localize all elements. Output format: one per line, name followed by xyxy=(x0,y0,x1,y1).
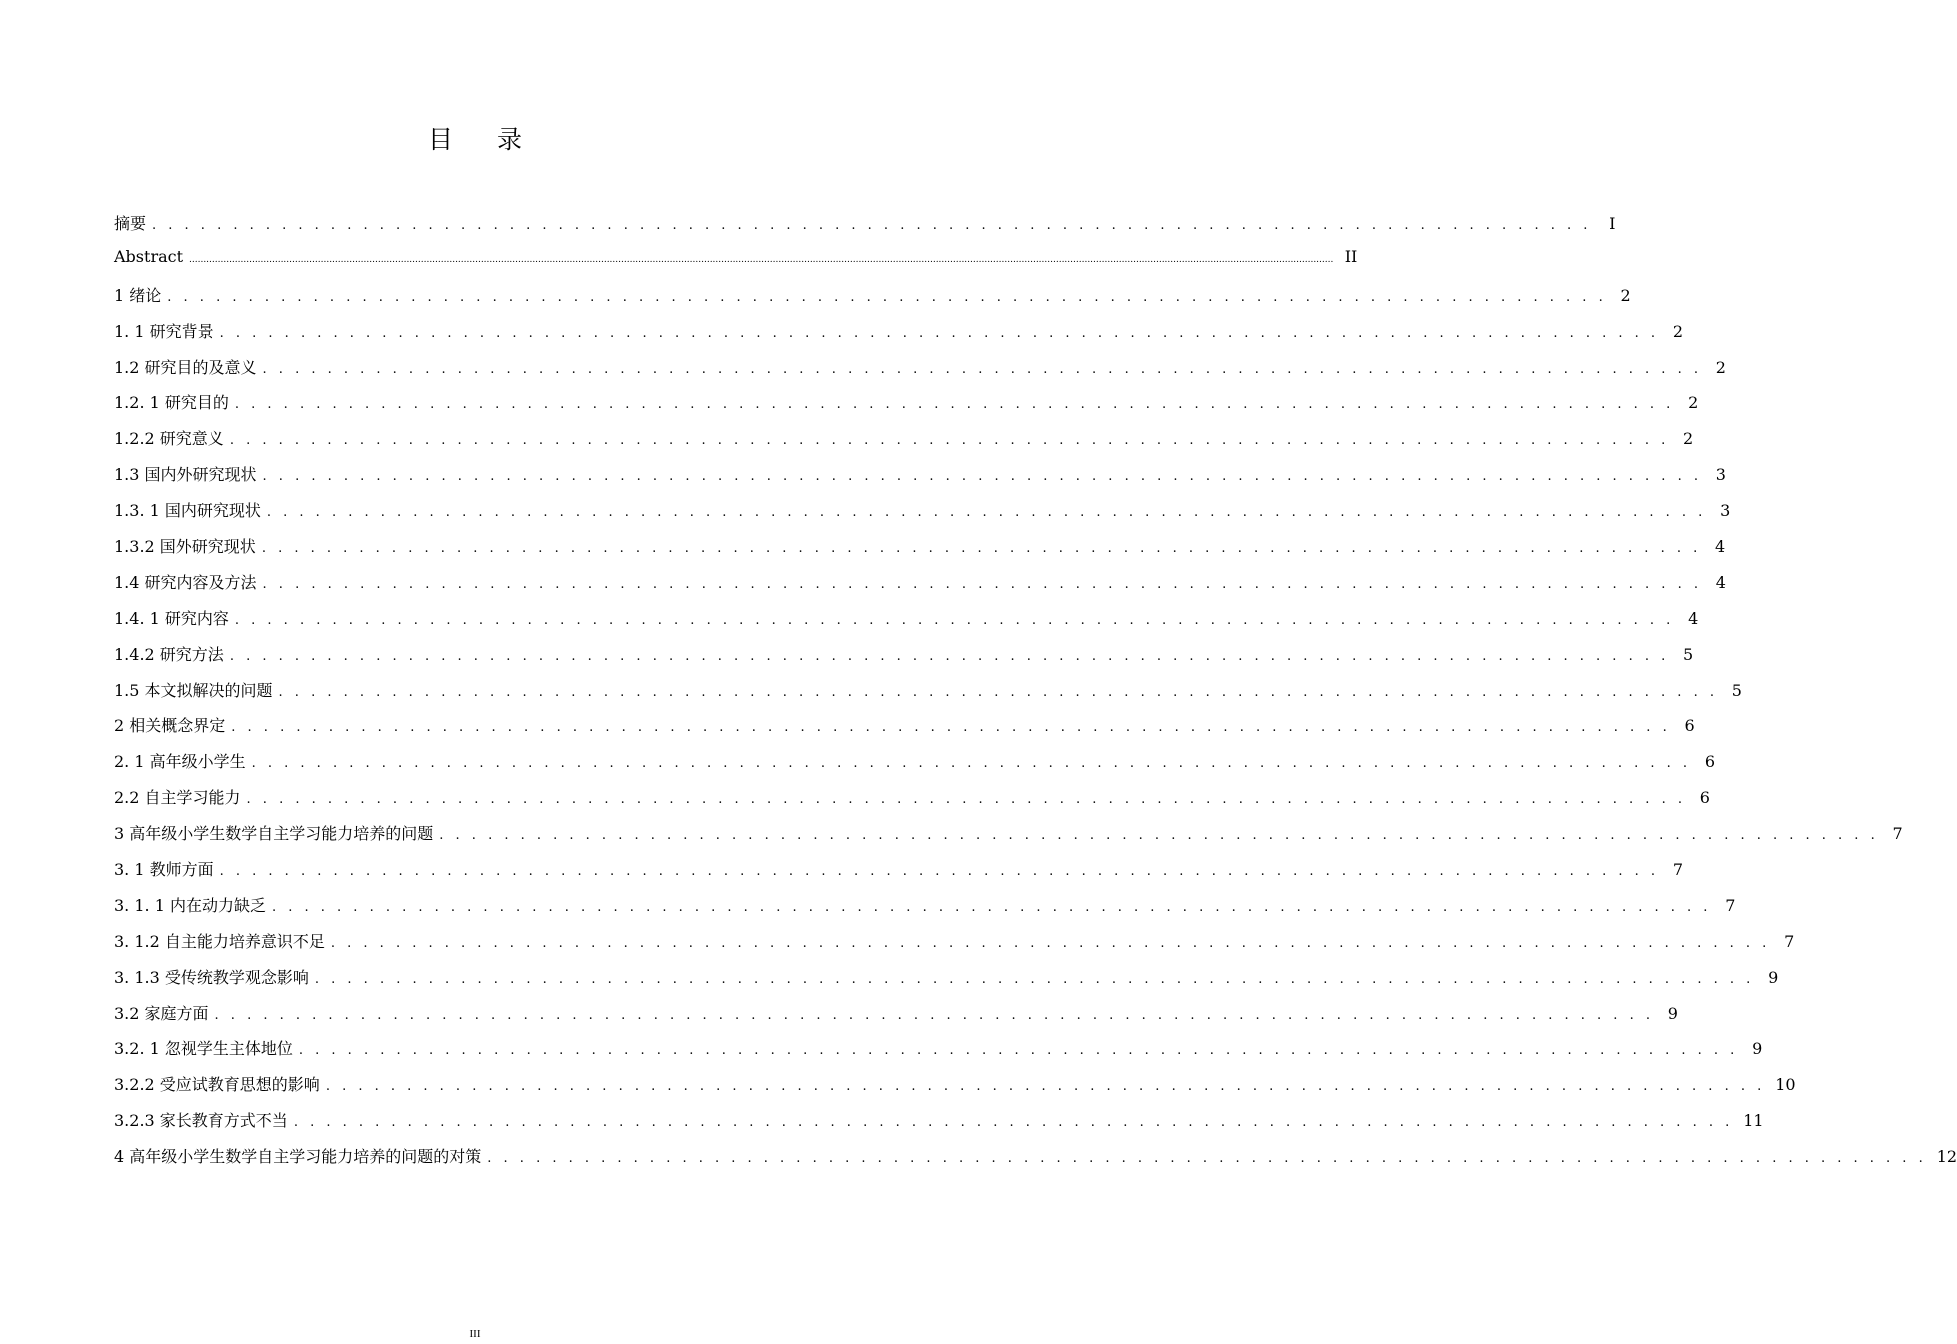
toc-dot-leader: . . . . . . . . . . . . . . . . . . . . . . . . . . . . . . . . . . . . . . . . . . . . . . . . . . . . . . . . . . . . . . . . . . . . . . . . . . . . . . . . . . . . . . . . . xyxy=(219,864,1660,880)
toc-entry-label: 3.2 家庭方面 xyxy=(114,1003,209,1023)
toc-entry[interactable] xyxy=(114,211,1616,247)
toc-entry[interactable] xyxy=(114,713,1695,749)
toc-dot-leader: ................................................................................................................................................................................................................................................................................................................................................................................................................ xyxy=(189,254,1334,265)
toc-entry-label: 1 绪论 xyxy=(114,285,162,305)
toc-entry-page-number: 7 xyxy=(1892,824,1903,844)
toc-entry-page-number: 6 xyxy=(1704,752,1716,772)
toc-dot-leader: . . . . . . . . . . . . . . . . . . . . . . . . . . . . . . . . . . . . . . . . . . . . . . . . . . . . . . . . . . . . . . . . . . . . . . . . . . . . . . . . . . . . . . . . . xyxy=(330,935,1771,951)
toc-entry-label: 3 高年级小学生数学自主学习能力培养的问题 xyxy=(114,824,434,844)
toc-entry-page-number: 7 xyxy=(1672,860,1684,880)
toc-dot-leader: . . . . . . . . . . . . . . . . . . . . . . . . . . . . . . . . . . . . . . . . . . . . . . . . . . . . . . . . . . . . . . . . . . . . . . . . . . . . . . . . . . . . . . . . . xyxy=(219,325,1660,341)
toc-dot-leader: . . . . . . . . . . . . . . . . . . . . . . . . . . . . . . . . . . . . . . . . . . . . . . . . . . . . . . . . . . . . . . . . . . . . . . . . . . . . . . . . . . . . . . . . . xyxy=(234,397,1675,413)
toc-entry-label: 1.2 研究目的及意义 xyxy=(114,357,257,377)
toc-entry-label: 1.4.2 研究方法 xyxy=(114,644,224,664)
toc-entry[interactable] xyxy=(114,857,1684,893)
toc-entry-page-number: 9 xyxy=(1752,1039,1763,1059)
toc-entry-page-number: I xyxy=(1609,214,1616,233)
toc-entry[interactable] xyxy=(114,283,1631,319)
toc-dot-leader: . . . . . . . . . . . . . . . . . . . . . . . . . . . . . . . . . . . . . . . . . . . . . . . . . . . . . . . . . . . . . . . . . . . . . . . . . . . . . . . . . . . . . . . . . xyxy=(325,1079,1766,1095)
toc-entry-label: 2. 1 高年级小学生 xyxy=(114,752,246,772)
toc-dot-leader: . . . . . . . . . . . . . . . . . . . . . . . . . . . . . . . . . . . . . . . . . . . . . . . . . . . . . . . . . . . . . . . . . . . . . . . . . . . . . . . . . . . . . . . . . xyxy=(262,576,1702,592)
toc-entry-label: 1.5 本文拟解决的问题 xyxy=(114,680,273,700)
toc-entry-page-number: 4 xyxy=(1715,572,1726,592)
toc-entry[interactable] xyxy=(114,678,1742,714)
toc-entry-page-number: 3 xyxy=(1720,501,1731,521)
toc-dot-leader: . . . . . . . . . . . . . . . . . . . . . . . . . . . . . . . . . . . . . . . . . . . . . . . . . . . . . . . . . . . . . . . . . . . . . . . . . . . . . . . . . . . . . . . . . xyxy=(262,361,1702,377)
toc-entry[interactable] xyxy=(114,462,1726,498)
toc-entry[interactable] xyxy=(114,929,1795,965)
toc-entry-label: 1.3.2 国外研究现状 xyxy=(114,537,256,557)
toc-entry[interactable] xyxy=(114,1001,1678,1037)
toc-entry-label: 1.3. 1 国内研究现状 xyxy=(114,501,261,521)
toc-entry-label: 3. 1.2 自主能力培养意识不足 xyxy=(114,931,325,951)
toc-entry-page-number: 2 xyxy=(1672,321,1684,341)
toc-entry-page-number: 6 xyxy=(1699,788,1710,808)
toc-entry[interactable] xyxy=(114,821,1903,857)
toc-entry-page-number: 11 xyxy=(1743,1111,1764,1131)
toc-entry-label: 1.4 研究内容及方法 xyxy=(114,572,257,592)
toc-entry[interactable] xyxy=(114,426,1694,462)
toc-entry-label: 1.4. 1 研究内容 xyxy=(114,608,229,628)
toc-title: 目 录 xyxy=(428,125,540,154)
toc-dot-leader: . . . . . . . . . . . . . . . . . . . . . . . . . . . . . . . . . . . . . . . . . . . . . . . . . . . . . . . . . . . . . . . . . . . . . . . . . . . . . . . . . . . . . . . . . xyxy=(231,720,1671,736)
toc-entry-page-number: 9 xyxy=(1768,967,1779,987)
toc-entry[interactable] xyxy=(114,749,1716,785)
toc-dot-leader: . . . . . . . . . . . . . . . . . . . . . . . . . . . . . . . . . . . . . . . . . . . . . . . . . . . . . . . . . . . . . . . . . . . . . . . . . . . . . . . . . . . . . . . . . xyxy=(266,505,1707,521)
toc-list xyxy=(114,211,1957,1180)
toc-entry-label: 3.2.3 家长教育方式不当 xyxy=(114,1111,288,1131)
toc-entry-page-number: 12 xyxy=(1936,1147,1957,1167)
toc-dot-leader: . . . . . . . . . . . . . . . . . . . . . . . . . . . . . . . . . . . . . . . . . . . . . . . . . . . . . . . . . . . . . . . . . . . . . . . . . . . . . . . . . . . . . . . . . xyxy=(293,1115,1734,1131)
toc-dot-leader: . . . . . . . . . . . . . . . . . . . . . . . . . . . . . . . . . . . . . . . . . . . . . . . . . . . . . . . . . . . . . . . . . . . . . . . . . . . . . . . . . . . . . . . . . xyxy=(234,612,1675,628)
toc-dot-leader: . . . . . . . . . . . . . . . . . . . . . . . . . . . . . . . . . . . . . . . . . . . . . . . . . . . . . . . . . . . . . . . . . . . . . . . . . . . . . . . . . . . . . . . . . xyxy=(229,433,1670,449)
toc-entry-page-number: 2 xyxy=(1620,285,1631,305)
toc-entry-page-number: 2 xyxy=(1688,393,1699,413)
toc-entry-label: 1.2. 1 研究目的 xyxy=(114,393,229,413)
toc-dot-leader: . . . . . . . . . . . . . . . . . . . . . . . . . . . . . . . . . . . . . . . . . . . . . . . . . . . . . . . . . . . . . . . . . . . . . . . . . . . . . . . . . . . . . . . . . xyxy=(261,541,1702,557)
toc-entry-label: 1. 1 研究背景 xyxy=(114,321,214,341)
toc-entry[interactable] xyxy=(114,785,1710,821)
toc-entry-page-number: 2 xyxy=(1715,357,1726,377)
toc-entry[interactable] xyxy=(114,1144,1957,1180)
toc-entry-page-number: 4 xyxy=(1688,608,1699,628)
toc-entry[interactable] xyxy=(114,355,1726,391)
toc-entry-page-number: 4 xyxy=(1715,537,1726,557)
toc-entry[interactable] xyxy=(114,642,1694,678)
toc-entry-page-number: 7 xyxy=(1784,931,1795,951)
toc-entry-page-number: 2 xyxy=(1683,429,1694,449)
toc-entry[interactable] xyxy=(114,246,1358,283)
toc-entry[interactable] xyxy=(114,319,1684,355)
toc-entry-page-number: 9 xyxy=(1667,1003,1678,1023)
toc-entry[interactable] xyxy=(114,390,1699,426)
toc-dot-leader: . . . . . . . . . . . . . . . . . . . . . . . . . . . . . . . . . . . . . . . . . . . . . . . . . . . . . . . . . . . . . . . . . . . . . . . . . . . . . . . . . . . . . . . . . xyxy=(262,469,1702,485)
toc-dot-leader: . . . . . . . . . . . . . . . . . . . . . . . . . . . . . . . . . . . . . . . . . . . . . . . . . . . . . . . . . . . . . . . . . . . . . . . . . . . . . . . . . . . . . . . . . xyxy=(487,1151,1927,1167)
toc-dot-leader: . . . . . . . . . . . . . . . . . . . . . . . . . . . . . . . . . . . . . . . . . . . . . . . . . . . . . . . . . . . . . . . . . . . . . . . . . . . . . . . . . . . . . . . . . xyxy=(214,1007,1654,1023)
toc-dot-leader: . . . . . . . . . . . . . . . . . . . . . . . . . . . . . . . . . . . . . . . . . . . . . . . . . . . . . . . . . . . . . . . . . . . . . . . . . . . . . . . . . . . . . . . . . xyxy=(246,792,1686,808)
toc-dot-leader: . . . . . . . . . . . . . . . . . . . . . . . . . . . . . . . . . . . . . . . . . . . . . . . . . . . . . . . . . . . . . . . . . . . . . . . . . . . . . . . . . . . . . . . . . xyxy=(271,899,1712,915)
toc-entry[interactable] xyxy=(114,893,1736,929)
toc-entry-label: 3. 1.3 受传统教学观念影响 xyxy=(114,967,309,987)
toc-dot-leader: . . . . . . . . . . . . . . . . . . . . . . . . . . . . . . . . . . . . . . . . . . . . . . . . . . . . . . . . . . . . . . . . . . . . . . . . . . . . . . . . . . . . . . . . . xyxy=(298,1043,1739,1059)
page-number: III xyxy=(469,1328,481,1340)
toc-entry-page-number: 7 xyxy=(1725,895,1736,915)
toc-entry-page-number: 6 xyxy=(1684,716,1695,736)
toc-dot-leader: . . . . . . . . . . . . . . . . . . . . . . . . . . . . . . . . . . . . . . . . . . . . . . . . . . . . . . . . . . . . . . . . . . . . . . . . . . . . . . . . . . . . . . . . . xyxy=(251,756,1692,772)
toc-entry-label: 4 高年级小学生数学自主学习能力培养的问题的对策 xyxy=(114,1147,482,1167)
toc-entry-page-number: 10 xyxy=(1775,1075,1796,1095)
toc-entry-label: 2 相关概念界定 xyxy=(114,716,226,736)
toc-entry-label: 3. 1. 1 内在动力缺乏 xyxy=(114,895,266,915)
toc-entry-label: 摘要 xyxy=(114,214,147,233)
toc-dot-leader: . . . . . . . . . . . . . . . . . . . . . . . . . . . . . . . . . . . . . . . . . . . . . . . . . . . . . . . . . . . . . . . . . . . . . . . . . . . . . . . . . . . . . . . . . xyxy=(314,971,1755,987)
toc-entry-label: 3.2.2 受应试教育思想的影响 xyxy=(114,1075,320,1095)
toc-dot-leader: . . . . . . . . . . . . . . . . . . . . . . . . . . . . . . . . . . . . . . . . . . . . . . . . . . . . . . . . . . . . . . . . . . . . . . . . . . . . . . . . . . . . . . . . . xyxy=(167,289,1607,305)
toc-entry-page-number: 5 xyxy=(1683,644,1694,664)
toc-entry-page-number: II xyxy=(1344,246,1358,266)
toc-dot-leader: . . . . . . . . . . . . . . . . . . . . . . . . . . . . . . . . . . . . . . . . . . . . . . . . . . . . . . . . . . . . . . . . . . . . . . . . . . . . . . . . . . . . . . . . . xyxy=(278,684,1718,700)
toc-entry[interactable] xyxy=(114,534,1726,570)
toc-entry-label: 3. 1 教师方面 xyxy=(114,860,214,880)
toc-entry-page-number: 5 xyxy=(1731,680,1742,700)
toc-entry-label: Abstract xyxy=(114,246,184,266)
toc-dot-leader: . . . . . . . . . . . . . . . . . . . . . . . . . . . . . . . . . . . . . . . . . . . . . . . . . . . . . . . . . . . . . . . . . . . . . . . . . . . . . . . . . . . . . . . . . xyxy=(229,648,1670,664)
toc-dot-leader: . . . . . . . . . . . . . . . . . . . . . . . . . . . . . . . . . . . . . . . . . . . . . . . . . . . . . . . . . . . . . . . . . . . . . . . . . . . . . . . . . . . . . . . . . xyxy=(152,218,1592,233)
toc-entry[interactable] xyxy=(114,498,1731,534)
toc-dot-leader: . . . . . . . . . . . . . . . . . . . . . . . . . . . . . . . . . . . . . . . . . . . . . . . . . . . . . . . . . . . . . . . . . . . . . . . . . . . . . . . . . . . . . . . . . xyxy=(439,828,1879,844)
toc-entry[interactable] xyxy=(114,965,1779,1001)
toc-entry[interactable] xyxy=(114,570,1726,606)
toc-entry-label: 1.3 国内外研究现状 xyxy=(114,465,257,485)
toc-entry[interactable] xyxy=(114,1036,1763,1072)
toc-entry-label: 2.2 自主学习能力 xyxy=(114,788,241,808)
toc-entry[interactable] xyxy=(114,606,1699,642)
toc-entry-page-number: 3 xyxy=(1715,465,1726,485)
toc-entry[interactable] xyxy=(114,1108,1764,1144)
toc-entry[interactable] xyxy=(114,1072,1796,1108)
toc-entry-label: 3.2. 1 忽视学生主体地位 xyxy=(114,1039,293,1059)
toc-entry-label: 1.2.2 研究意义 xyxy=(114,429,224,449)
